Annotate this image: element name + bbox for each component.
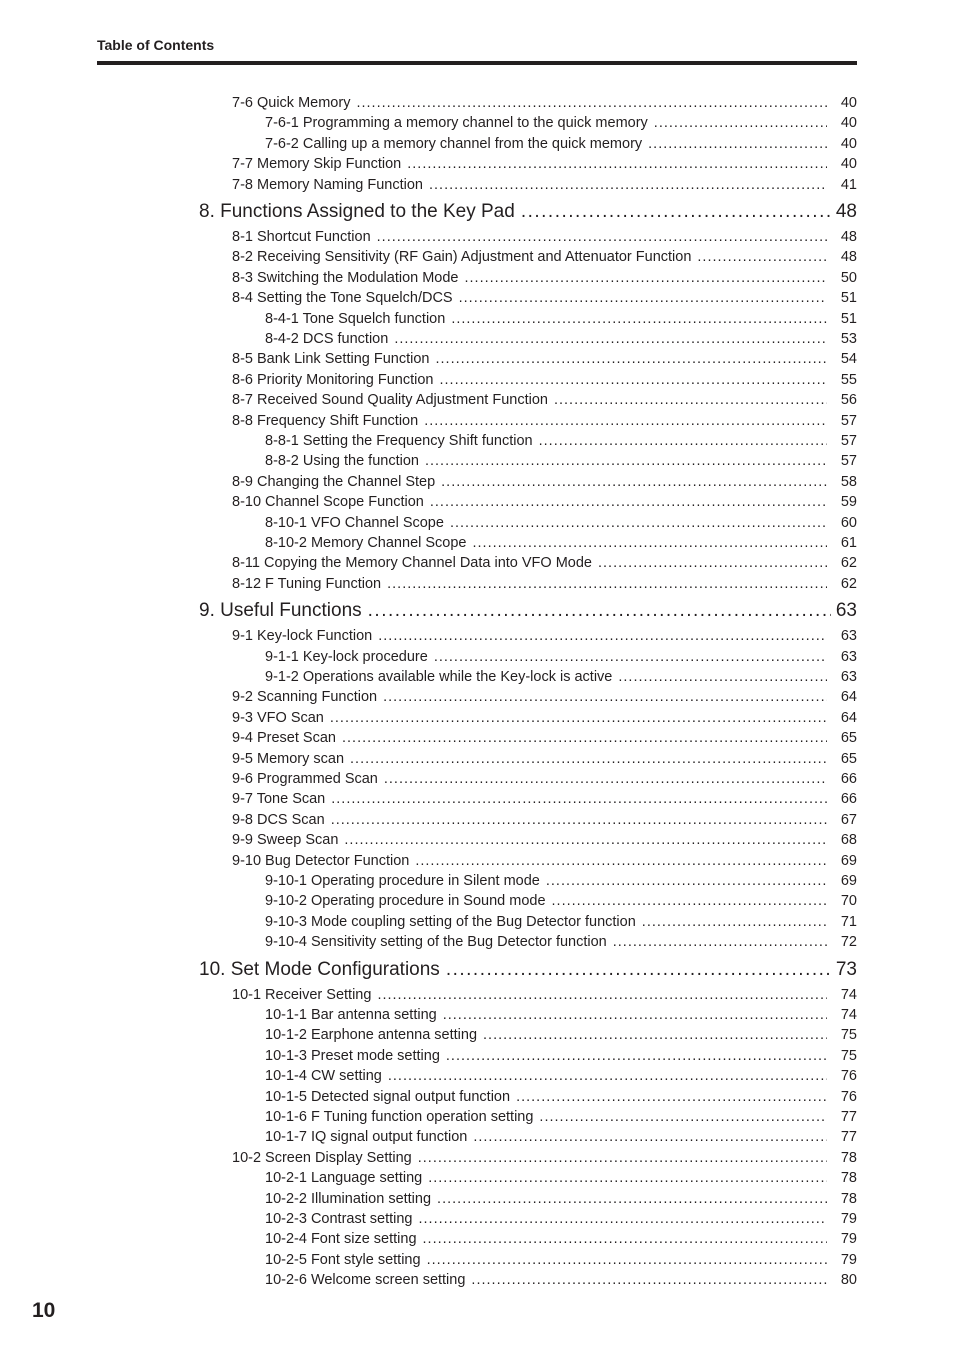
toc-entry[interactable] [232,156,857,174]
toc-entry-label: 10-1-3 Preset mode setting [265,1047,440,1064]
toc-entry[interactable] [265,1272,857,1290]
dot-leader [437,1191,827,1207]
page-number: 10 [32,1299,56,1322]
toc-entry-label: 8-4-1 Tone Squelch function [265,310,446,327]
toc-entry[interactable] [232,730,857,748]
dot-leader [546,873,827,889]
toc-entry-page: 62 [840,575,857,592]
toc-entry-label: 8-3 Switching the Modulation Mode [232,269,459,286]
toc-entry-label: 7-6-1 Programming a memory channel to the quick memory [265,115,648,132]
toc-entry-page: 77 [840,1109,857,1125]
toc-entry[interactable] [265,1068,857,1086]
toc-entry-page: 50 [840,269,857,286]
dot-leader [384,771,827,787]
toc-entry[interactable] [232,270,857,288]
toc-entry-page: 63 [840,669,857,685]
toc-entry-label: 9-9 Sweep Scan [232,832,339,849]
dot-leader [648,136,827,152]
dot-leader [430,494,827,510]
dot-leader [473,535,828,551]
toc-entry-label: 8-7 Received Sound Quality Adjustment Function [232,392,548,409]
toc-entry-page: 53 [840,331,857,347]
toc-entry-page: 65 [840,750,857,767]
toc-entry-page: 71 [840,913,857,930]
toc-entry[interactable] [232,290,857,308]
dot-leader [521,201,831,223]
dot-leader [539,433,827,449]
toc-entry-label: 8-8-1 Setting the Frequency Shift function [265,433,533,449]
toc-entry-page: 66 [840,791,857,808]
dot-leader [554,392,827,408]
toc-entry-page: 40 [840,135,857,152]
toc-entry-page: 78 [840,1190,857,1207]
toc-entry[interactable] [265,1048,857,1066]
dot-leader [446,959,831,981]
toc-entry[interactable] [265,1191,857,1209]
toc-entry-page: 78 [840,1149,857,1166]
toc-entry-page: 48 [835,201,857,222]
toc-entry-label: 9-1-1 Key-lock procedure [265,648,428,665]
dot-leader [388,1068,827,1084]
toc-entry[interactable] [265,934,857,952]
dot-leader [483,1027,827,1043]
dot-leader [330,710,827,726]
dot-leader [368,600,831,622]
dot-leader [451,311,827,327]
toc-entry[interactable] [265,893,857,911]
toc-entry-label: 10-1-4 CW setting [265,1068,382,1085]
toc-entry-label: 8-10-1 VFO Channel Scope [265,514,444,531]
toc-entry-page: 74 [840,1007,857,1023]
toc-entry-label: 10-2-5 Font style setting [265,1251,421,1268]
toc-entry-page: 69 [840,852,857,869]
toc-entry-label: 10-2-3 Contrast setting [265,1211,413,1227]
toc-entry-label: 10-1-7 IQ signal output function [265,1129,468,1146]
toc-entry-label: 8-1 Shortcut Function [232,229,371,245]
toc-entry-page: 40 [840,115,857,132]
toc-entry-page: 63 [840,628,857,645]
toc-entry-label: 8-10-2 Memory Channel Scope [265,535,467,551]
toc-entry[interactable] [232,351,857,369]
toc-entry[interactable] [232,177,857,195]
dot-leader [425,453,827,469]
toc-entry-page: 75 [840,1027,857,1044]
toc-entry-page: 78 [840,1170,857,1187]
dot-leader [378,628,827,644]
toc-entry[interactable] [265,453,857,471]
toc-entry-page: 72 [840,934,857,951]
dot-leader [613,934,827,950]
toc-entry-page: 57 [840,412,857,429]
toc-entry[interactable] [265,535,857,553]
toc-entry-page: 73 [835,958,857,980]
toc-entry-label: 9-10-3 Mode coupling setting of the Bug Detector function [265,913,636,930]
toc-entry-label: 8. Functions Assigned to the Key Pad [199,201,515,222]
dot-leader [418,1150,827,1166]
toc-entry-label: 9-10-1 Operating procedure in Silent mode [265,873,540,889]
toc-entry[interactable] [265,311,857,329]
toc-section-heading[interactable] [199,201,857,225]
dot-leader [439,372,827,388]
toc-entry-page: 75 [840,1047,857,1064]
toc-entry[interactable] [265,1211,857,1229]
toc-entry-page: 74 [840,986,857,1003]
toc-entry-label: 9-6 Programmed Scan [232,771,378,787]
toc-entry-page: 64 [840,689,857,706]
toc-entry[interactable] [232,812,857,830]
toc-entry-page: 69 [840,873,857,889]
toc-entry-label: 8-12 F Tuning Function [232,575,382,592]
toc-entry-page: 67 [840,811,857,828]
toc-entry[interactable] [265,1252,857,1270]
toc-entry-label: 9-10 Bug Detector Function [232,852,410,869]
toc-entry-label: 10-2-2 Illumination setting [265,1190,432,1207]
toc-entry[interactable] [232,751,857,769]
toc-entry[interactable] [232,628,857,646]
dot-leader [618,669,827,685]
dot-leader [377,987,827,1003]
toc-entry[interactable] [265,1109,857,1127]
dot-leader [427,1252,827,1268]
toc-entry[interactable] [265,115,857,133]
dot-leader [424,413,827,429]
toc-entry-label: 9-4 Preset Scan [232,730,336,747]
toc-entry-page: 61 [840,535,857,551]
toc-entry[interactable] [265,1170,857,1188]
toc-entry[interactable] [232,372,857,390]
toc-entry-page: 48 [840,229,857,245]
toc-entry-label: 10-1-1 Bar antenna setting [265,1007,437,1023]
toc-entry-label: 8-4 Setting the Tone Squelch/DCS [232,290,453,307]
toc-entry[interactable] [265,1089,857,1107]
toc-entry-label: 10-1-2 Earphone antenna setting [265,1027,478,1044]
toc-entry[interactable] [232,987,857,1005]
toc-entry-page: 58 [840,473,857,490]
dot-leader [459,290,827,306]
toc-entry-label: 7-6 Quick Memory [232,95,351,111]
toc-entry-label: 9-3 VFO Scan [232,709,324,726]
toc-entry[interactable] [265,1007,857,1025]
toc-entry-page: 63 [835,600,857,622]
toc-entry-page: 79 [840,1211,857,1227]
toc-entry-label: 9-10-4 Sensitivity setting of the Bug Detector function [265,934,607,951]
toc-entry-label: 7-6-2 Calling up a memory channel from the quick memory [265,135,643,152]
toc-entry-page: 76 [840,1088,857,1105]
dot-leader [552,893,827,909]
toc-entry-page: 63 [840,648,857,665]
toc-entry-label: 10-2-1 Language setting [265,1170,423,1187]
dot-leader [377,229,827,245]
toc-entry-label: 8-10 Channel Scope Function [232,494,424,511]
toc-entry-page: 76 [840,1068,857,1085]
toc-entry[interactable] [265,914,857,932]
toc-entry[interactable] [232,95,857,113]
toc-entry[interactable] [265,433,857,451]
toc-entry[interactable] [232,791,857,809]
toc-entry-label: 10-2-6 Welcome screen setting [265,1272,466,1289]
dot-leader [429,177,827,193]
dot-leader [434,649,827,665]
dot-leader [407,156,827,172]
toc-entry-label: 9-5 Memory scan [232,750,345,767]
toc-entry-label: 10. Set Mode Configurations [199,958,440,980]
toc-entry-page: 77 [840,1129,857,1146]
toc-entry-label: 8-9 Changing the Channel Step [232,473,436,490]
toc-entry-page: 79 [840,1251,857,1268]
dot-leader [473,1129,827,1145]
dot-leader [539,1109,827,1125]
toc-entry[interactable] [232,413,857,431]
toc-entry-label: 9-7 Tone Scan [232,791,326,808]
toc-entry-label: 9-2 Scanning Function [232,689,378,706]
toc-entry[interactable] [232,392,857,410]
toc-section-heading[interactable] [199,600,857,624]
toc-entry-page: 56 [840,392,857,409]
dot-leader [415,853,827,869]
dot-leader [342,730,827,746]
toc-entry[interactable] [232,555,857,573]
toc-entry-page: 48 [840,249,857,266]
dot-leader [465,270,828,286]
dot-leader [423,1231,827,1247]
toc-entry[interactable] [232,494,857,512]
toc-entry-label: 8-8 Frequency Shift Function [232,412,419,429]
toc-entry-label: 9-1-2 Operations available while the Key-lock is active [265,669,613,685]
dot-leader [654,115,827,131]
toc-entry-page: 65 [840,730,857,747]
toc-entry[interactable] [265,1231,857,1249]
toc-entry-label: 10-1 Receiver Setting [232,986,372,1003]
toc-entry-page: 57 [840,453,857,470]
toc-entry[interactable] [232,229,857,247]
toc-entry-page: 57 [840,433,857,449]
header-title: Table of Contents [97,37,215,53]
toc-entry[interactable] [265,331,857,349]
toc-entry[interactable] [232,249,857,267]
dot-leader [344,832,827,848]
toc-entry-label: 8-5 Bank Link Setting Function [232,351,430,368]
header-rule [97,61,857,65]
toc-entry-label: 8-4-2 DCS function [265,331,389,347]
toc-entry-label: 8-8-2 Using the function [265,453,419,470]
toc-entry-page: 55 [840,371,857,388]
toc-entry[interactable] [265,136,857,154]
toc-entry-page: 62 [840,555,857,572]
dot-leader [419,1211,828,1227]
toc-entry-page: 40 [840,95,857,111]
toc-entry[interactable] [265,1129,857,1147]
toc-entry-page: 51 [840,310,857,327]
toc-section-heading[interactable] [199,959,857,983]
toc-entry-page: 41 [840,176,857,193]
toc-entry-page: 59 [840,494,857,511]
dot-leader [394,331,827,347]
toc-entry[interactable] [232,832,857,850]
toc-entry[interactable] [265,1027,857,1045]
toc-entry-label: 9-1 Key-lock Function [232,628,373,645]
toc-entry-label: 10-1-5 Detected signal output function [265,1088,511,1105]
toc-entry-page: 70 [840,893,857,910]
toc-entry-label: 8-11 Copying the Memory Channel Data into VFO Mode [232,555,592,572]
toc-entry[interactable] [232,474,857,492]
dot-leader [356,95,827,111]
dot-leader [331,812,827,828]
toc-entry[interactable] [265,669,857,687]
toc-entry[interactable] [265,873,857,891]
toc-entry[interactable] [232,689,857,707]
toc-entry-page: 80 [840,1272,857,1289]
toc-entry-page: 51 [840,290,857,307]
dot-leader [350,751,827,767]
dot-leader [446,1048,827,1064]
toc-entry[interactable] [232,1150,857,1168]
toc-entry-label: 10-2-4 Font size setting [265,1231,417,1248]
dot-leader [441,474,827,490]
toc-entry-label: 7-8 Memory Naming Function [232,176,423,193]
toc-entry-label: 10-1-6 F Tuning function operation setting [265,1109,534,1125]
toc-entry-label: 10-2 Screen Display Setting [232,1149,412,1166]
dot-leader [387,576,827,592]
toc-entry-page: 40 [840,156,857,173]
dot-leader [443,1007,827,1023]
toc-entry[interactable] [232,576,857,594]
toc-entry[interactable] [265,649,857,667]
dot-leader [383,689,827,705]
dot-leader [697,249,827,265]
toc-entry-label: 9-8 DCS Scan [232,811,325,828]
dot-leader [450,515,827,531]
dot-leader [516,1089,827,1105]
dot-leader [642,914,827,930]
toc-entry-label: 8-2 Receiving Sensitivity (RF Gain) Adjustment and Attenuator Function [232,249,692,266]
toc-entry-page: 60 [840,514,857,531]
dot-leader [471,1272,827,1288]
toc-entry[interactable] [265,515,857,533]
toc-entry-label: 9. Useful Functions [199,600,362,622]
toc-entry-page: 54 [840,351,857,368]
toc-entry-page: 64 [840,709,857,726]
toc-entry-label: 8-6 Priority Monitoring Function [232,371,434,388]
toc-entry-label: 7-7 Memory Skip Function [232,156,402,173]
toc-entry-page: 68 [840,832,857,849]
toc-entry[interactable] [232,710,857,728]
dot-leader [435,351,827,367]
toc-entry-label: 9-10-2 Operating procedure in Sound mode [265,893,546,910]
toc-entry[interactable] [232,853,857,871]
toc-entry-page: 79 [840,1231,857,1248]
dot-leader [331,791,827,807]
toc-entry[interactable] [232,771,857,789]
dot-leader [428,1170,827,1186]
toc-entry-page: 66 [840,771,857,787]
dot-leader [598,555,827,571]
